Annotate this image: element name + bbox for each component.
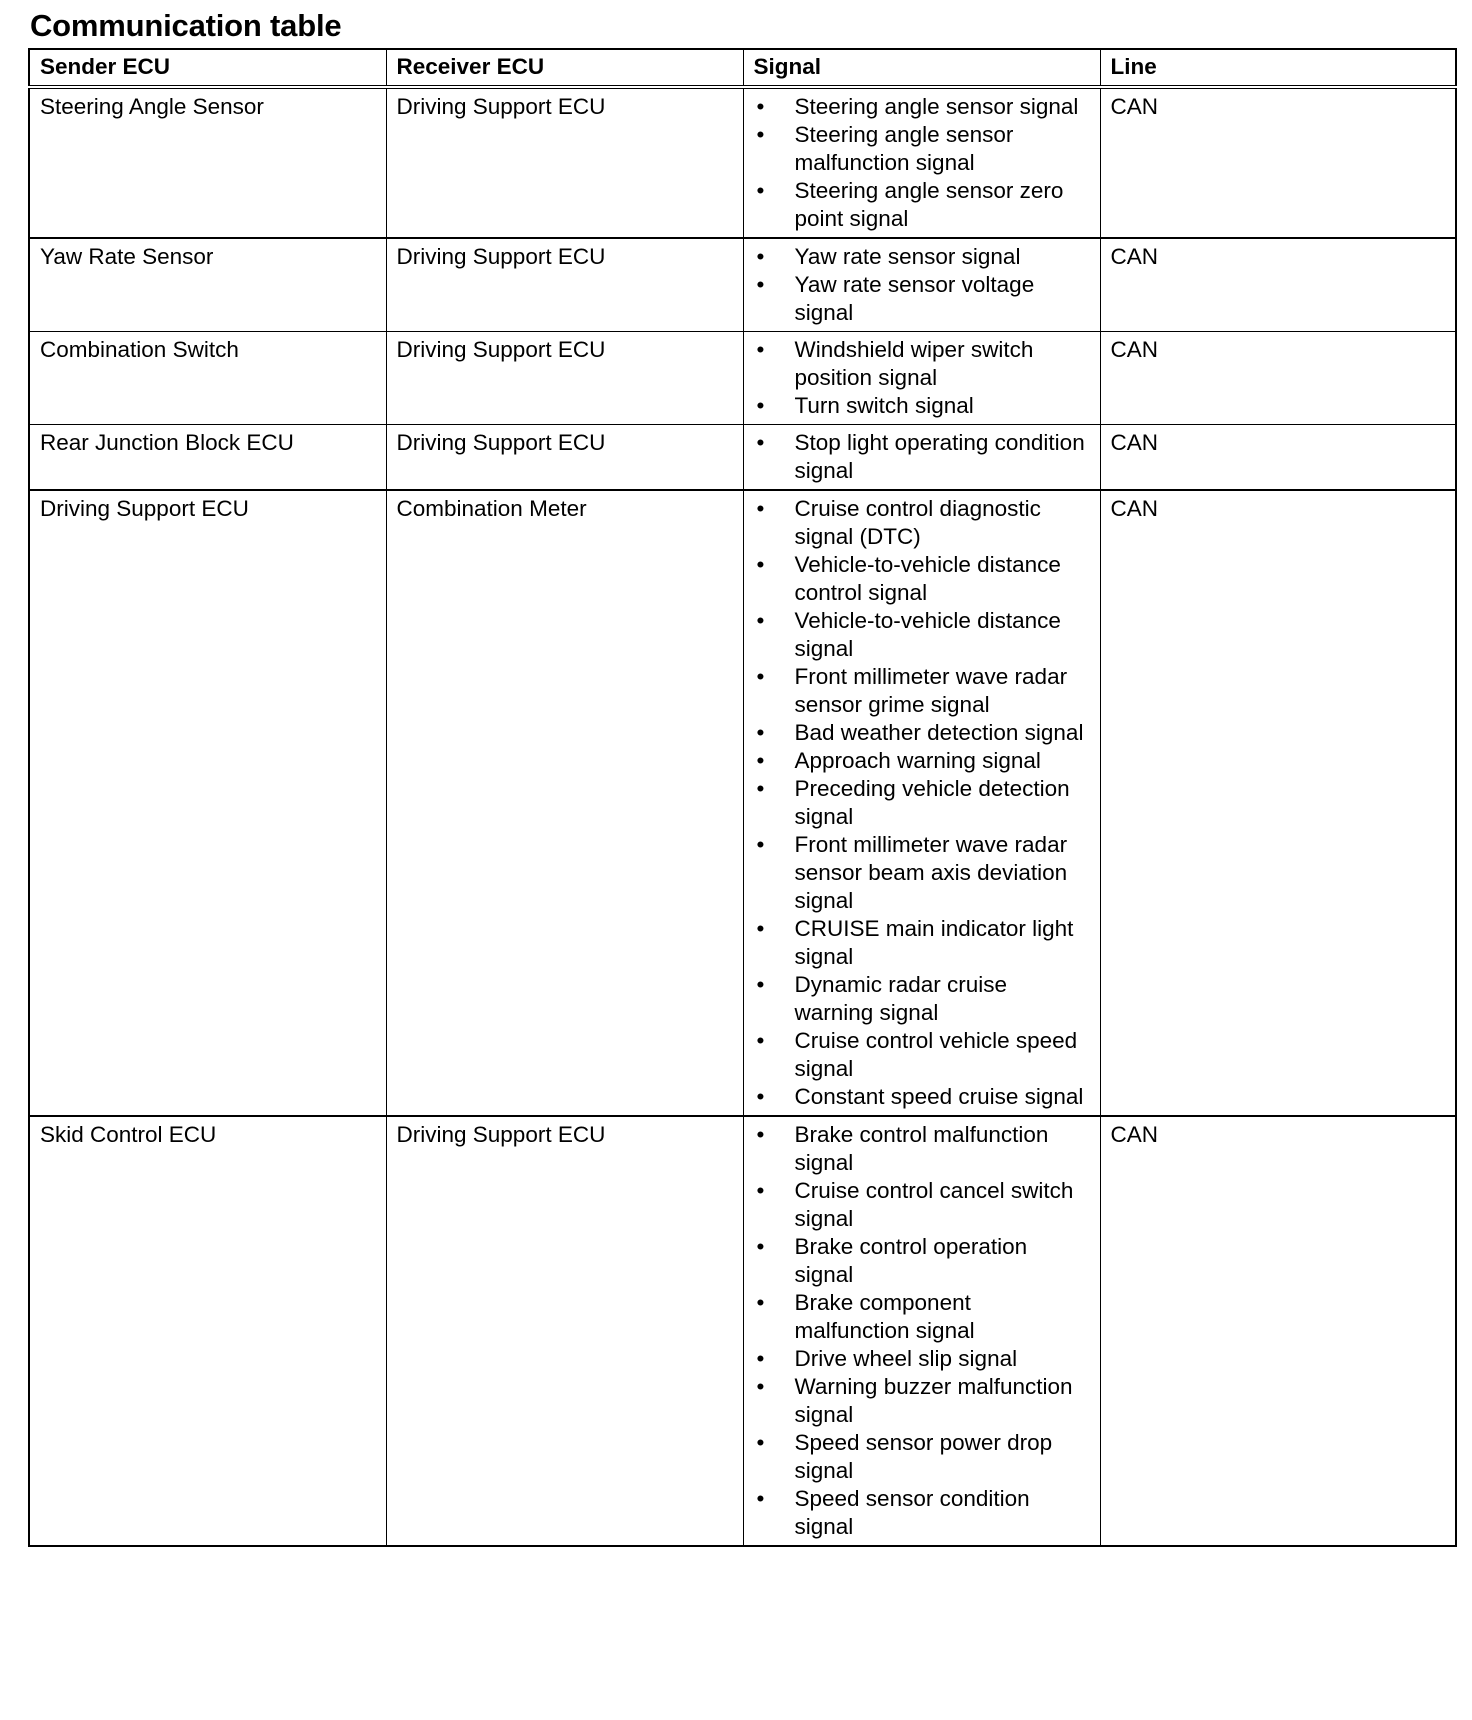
signal-text: Cruise control cancel switch signal — [794, 1178, 1074, 1231]
bullet-icon: • — [756, 1346, 765, 1371]
signal-item — [754, 243, 1090, 271]
signal-text: Yaw rate sensor voltage signal — [794, 272, 1035, 325]
bullet-icon: • — [756, 1290, 765, 1315]
signal-item — [754, 607, 1090, 663]
bullet-icon: • — [756, 178, 765, 203]
bullet-icon: • — [756, 720, 765, 745]
bullet-icon: • — [756, 244, 765, 269]
table-row — [29, 332, 1456, 425]
header-receiver-ecu: Receiver ECU — [386, 49, 743, 87]
signal-text: Approach warning signal — [794, 748, 1041, 773]
receiver-ecu-cell: Driving Support ECU — [386, 87, 743, 238]
signal-text: Steering angle sensor malfunction signal — [794, 122, 1014, 175]
signal-item — [754, 1233, 1090, 1289]
signal-item — [754, 1429, 1090, 1485]
line-cell: CAN — [1100, 1116, 1456, 1546]
receiver-ecu-cell: Combination Meter — [386, 490, 743, 1116]
bullet-icon: • — [756, 1178, 765, 1203]
signal-list — [754, 336, 1090, 420]
signal-item — [754, 971, 1090, 1027]
signal-text: Steering angle sensor zero point signal — [794, 178, 1064, 231]
signal-text: Bad weather detection signal — [794, 720, 1084, 745]
sender-ecu-cell: Skid Control ECU — [29, 1116, 386, 1546]
signal-item — [754, 271, 1090, 327]
signal-item — [754, 831, 1090, 915]
line-cell: CAN — [1100, 238, 1456, 332]
signal-text: Dynamic radar cruise warning signal — [794, 972, 1008, 1025]
signal-item — [754, 336, 1090, 392]
receiver-ecu-cell: Driving Support ECU — [386, 1116, 743, 1546]
receiver-ecu-cell: Driving Support ECU — [386, 238, 743, 332]
bullet-icon: • — [756, 122, 765, 147]
table-header-row — [29, 49, 1456, 87]
bullet-icon: • — [756, 608, 765, 633]
signal-text: Front millimeter wave radar sensor grime signal — [794, 664, 1068, 717]
receiver-ecu-cell: Driving Support ECU — [386, 425, 743, 491]
header-signal: Signal — [743, 49, 1100, 87]
signal-item — [754, 1485, 1090, 1541]
signal-item — [754, 1289, 1090, 1345]
signal-item — [754, 429, 1090, 485]
bullet-icon: • — [756, 1374, 765, 1399]
signal-text: Cruise control diagnostic signal (DTC) — [794, 496, 1041, 549]
sender-ecu-cell: Rear Junction Block ECU — [29, 425, 386, 491]
signal-cell — [743, 87, 1100, 238]
signal-item — [754, 747, 1090, 775]
signal-text: CRUISE main indicator light signal — [794, 916, 1074, 969]
line-cell: CAN — [1100, 332, 1456, 425]
bullet-icon: • — [756, 337, 765, 362]
signal-list — [754, 429, 1090, 485]
signal-text: Drive wheel slip signal — [794, 1346, 1018, 1371]
bullet-icon: • — [756, 1122, 765, 1147]
signal-text: Front millimeter wave radar sensor beam axis deviation signal — [794, 832, 1068, 913]
table-row — [29, 1116, 1456, 1546]
sender-ecu-cell: Steering Angle Sensor — [29, 87, 386, 238]
signal-list — [754, 243, 1090, 327]
communication-table — [28, 48, 1457, 1547]
signal-text: Windshield wiper switch position signal — [794, 337, 1034, 390]
bullet-icon: • — [756, 1430, 765, 1455]
line-cell: CAN — [1100, 87, 1456, 238]
signal-item — [754, 93, 1090, 121]
signal-text: Cruise control vehicle speed signal — [794, 1028, 1078, 1081]
bullet-icon: • — [756, 430, 765, 455]
signal-item — [754, 1083, 1090, 1111]
table-body — [29, 87, 1456, 1546]
signal-list — [754, 93, 1090, 233]
signal-item — [754, 1177, 1090, 1233]
signal-cell — [743, 1116, 1100, 1546]
bullet-icon: • — [756, 972, 765, 997]
signal-text: Brake component malfunction signal — [794, 1290, 975, 1343]
table-row — [29, 238, 1456, 332]
bullet-icon: • — [756, 393, 765, 418]
signal-list — [754, 1121, 1090, 1541]
signal-item — [754, 663, 1090, 719]
bullet-icon: • — [756, 916, 765, 941]
bullet-icon: • — [756, 94, 765, 119]
table-row — [29, 87, 1456, 238]
bullet-icon: • — [756, 552, 765, 577]
bullet-icon: • — [756, 748, 765, 773]
bullet-icon: • — [756, 1028, 765, 1053]
signal-item — [754, 495, 1090, 551]
signal-item — [754, 121, 1090, 177]
header-line: Line — [1100, 49, 1456, 87]
bullet-icon: • — [756, 496, 765, 521]
signal-text: Vehicle-to-vehicle distance signal — [794, 608, 1061, 661]
signal-cell — [743, 425, 1100, 491]
signal-cell — [743, 332, 1100, 425]
signal-text: Constant speed cruise signal — [794, 1084, 1084, 1109]
bullet-icon: • — [756, 272, 765, 297]
signal-text: Speed sensor power drop signal — [794, 1430, 1053, 1483]
signal-item — [754, 1373, 1090, 1429]
signal-cell — [743, 238, 1100, 332]
receiver-ecu-cell: Driving Support ECU — [386, 332, 743, 425]
signal-item — [754, 775, 1090, 831]
bullet-icon: • — [756, 1084, 765, 1109]
bullet-icon: • — [756, 832, 765, 857]
signal-text: Yaw rate sensor signal — [794, 244, 1021, 269]
signal-item — [754, 1345, 1090, 1373]
signal-cell — [743, 490, 1100, 1116]
bullet-icon: • — [756, 664, 765, 689]
signal-item — [754, 1027, 1090, 1083]
signal-text: Stop light operating condition signal — [794, 430, 1085, 483]
header-sender-ecu: Sender ECU — [29, 49, 386, 87]
signal-list — [754, 495, 1090, 1111]
table-row — [29, 490, 1456, 1116]
signal-item — [754, 177, 1090, 233]
signal-text: Brake control malfunction signal — [794, 1122, 1049, 1175]
sender-ecu-cell: Driving Support ECU — [29, 490, 386, 1116]
page-title: Communication table — [30, 8, 342, 43]
bullet-icon: • — [756, 776, 765, 801]
bullet-icon: • — [756, 1234, 765, 1259]
signal-text: Brake control operation signal — [794, 1234, 1028, 1287]
signal-item — [754, 1121, 1090, 1177]
signal-text: Steering angle sensor signal — [794, 94, 1079, 119]
signal-item — [754, 719, 1090, 747]
bullet-icon: • — [756, 1486, 765, 1511]
signal-text: Warning buzzer malfunction signal — [794, 1374, 1073, 1427]
signal-text: Preceding vehicle detection signal — [794, 776, 1070, 829]
signal-text: Vehicle-to-vehicle distance control signal — [794, 552, 1061, 605]
signal-item — [754, 915, 1090, 971]
signal-item — [754, 392, 1090, 420]
table-row — [29, 425, 1456, 491]
signal-item — [754, 551, 1090, 607]
sender-ecu-cell: Yaw Rate Sensor — [29, 238, 386, 332]
line-cell: CAN — [1100, 425, 1456, 491]
signal-text: Turn switch signal — [794, 393, 974, 418]
signal-text: Speed sensor condition signal — [794, 1486, 1030, 1539]
line-cell: CAN — [1100, 490, 1456, 1116]
sender-ecu-cell: Combination Switch — [29, 332, 386, 425]
